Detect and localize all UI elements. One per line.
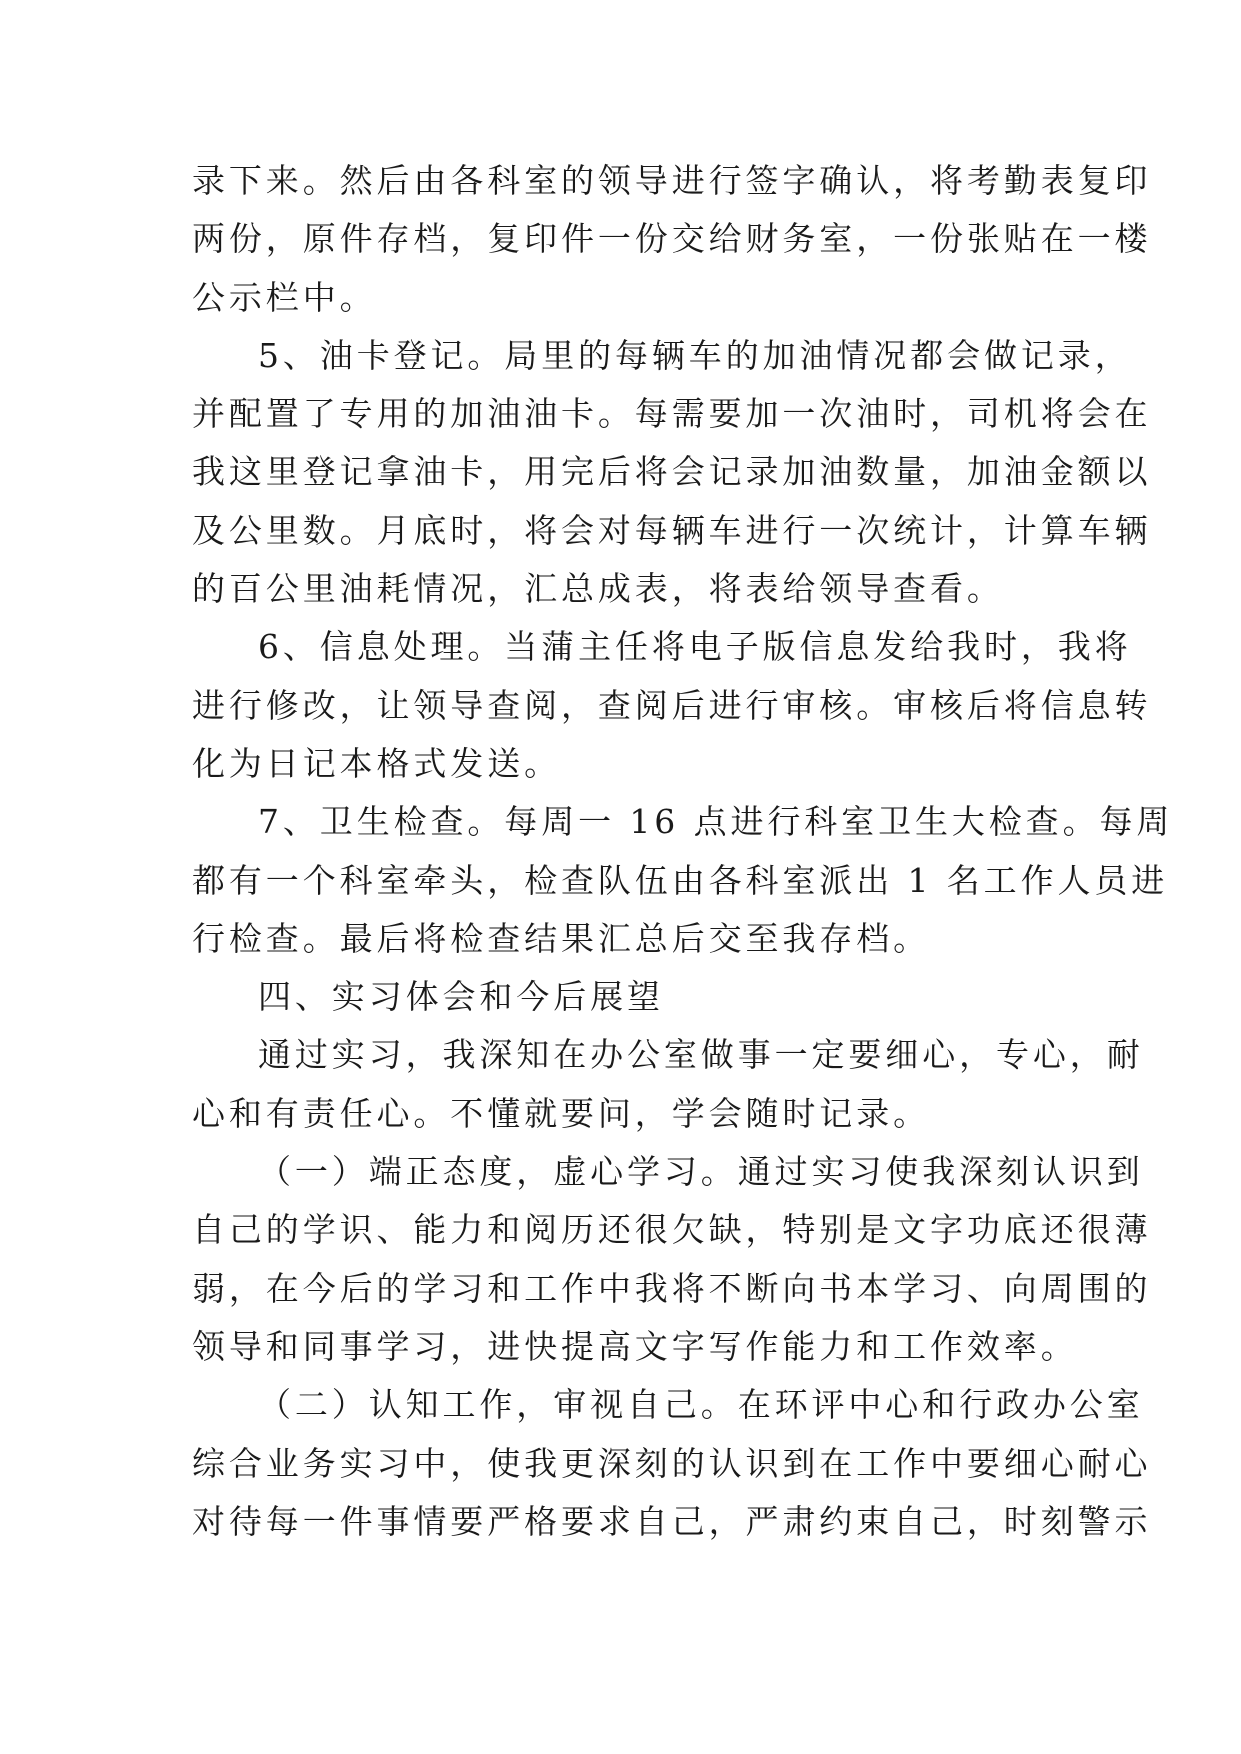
text-line: 都有一个科室牵头，检查队伍由各科室派出 1 名工作人员进 — [192, 860, 1169, 900]
text-line: （一）端正态度，虚心学习。通过实习使我深刻认识到 — [258, 1152, 1144, 1192]
text-line: 对待每一件事情要严格要求自己，严肃约束自己，时刻警示 — [192, 1501, 1152, 1541]
text-line: 7、卫生检查。每周一 16 点进行科室卫生大检查。每周 — [258, 802, 1174, 842]
text-line: 行检查。最后将检查结果汇总后交至我存档。 — [192, 918, 930, 958]
text-line: （二）认知工作，审视自己。在环评中心和行政办公室 — [258, 1385, 1144, 1425]
text-line: 我这里登记拿油卡，用完后将会记录加油数量，加油金额以 — [192, 452, 1152, 492]
text-line: 的百公里油耗情况，汇总成表，将表给领导查看。 — [192, 569, 1004, 609]
text-line: 6、信息处理。当蒲主任将电子版信息发给我时，我将 — [258, 627, 1132, 667]
text-line: 5、油卡登记。局里的每辆车的加油情况都会做记录， — [258, 335, 1132, 375]
document-body — [192, 152, 1174, 1551]
text-line: 自己的学识、能力和阅历还很欠缺，特别是文字功底还很薄 — [192, 1210, 1152, 1250]
text-line: 公示栏中。 — [192, 277, 377, 317]
text-line: 弱，在今后的学习和工作中我将不断向书本学习、向周围的 — [192, 1268, 1152, 1308]
text-line: 综合业务实习中，使我更深刻的认识到在工作中要细心耐心 — [192, 1443, 1152, 1483]
text-line: 心和有责任心。不懂就要问，学会随时记录。 — [192, 1093, 930, 1133]
text-line: 领导和同事学习，进快提高文字写作能力和工作效率。 — [192, 1326, 1078, 1366]
text-line: 并配置了专用的加油油卡。每需要加一次油时，司机将会在 — [192, 394, 1152, 434]
text-line: 及公里数。月底时，将会对每辆车进行一次统计，计算车辆 — [192, 510, 1152, 550]
text-line: 两份，原件存档，复印件一份交给财务室，一份张贴在一楼 — [192, 219, 1152, 259]
text-line: 录下来。然后由各科室的领导进行签字确认，将考勤表复印 — [192, 161, 1152, 200]
text-line: 化为日记本格式发送。 — [192, 743, 561, 783]
text-line: 通过实习，我深知在办公室做事一定要细心，专心，耐 — [258, 1035, 1144, 1075]
text-line: 进行修改，让领导查阅，查阅后进行审核。审核后将信息转 — [192, 685, 1152, 725]
section-heading: 四、实习体会和今后展望 — [258, 977, 664, 1017]
